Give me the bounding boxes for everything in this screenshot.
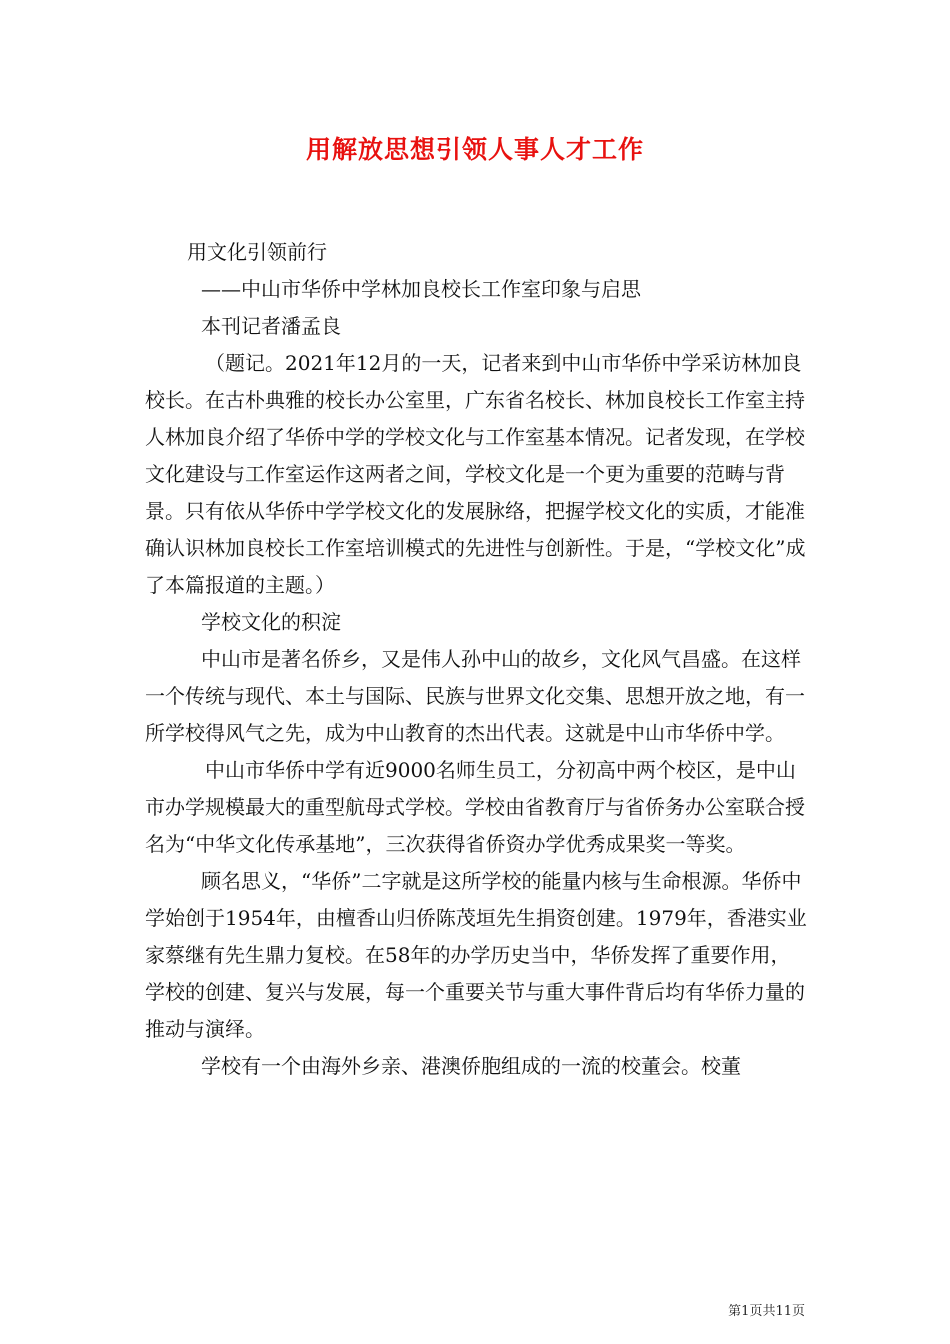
- article-subtitle: ——中山市华侨中学林加良校长工作室印象与启思: [201, 277, 641, 301]
- article-byline: 本刊记者潘孟良: [201, 314, 341, 338]
- page-number: 第1页共11页: [728, 1304, 805, 1319]
- article-heading: 用文化引领前行: [187, 240, 327, 264]
- document-title: 用解放思想引领人事人才工作: [305, 135, 644, 164]
- preface-paragraph: （题记。2021年12月的一天，记者来到中山市华侨中学采访林加良校长。在古朴典雅的校长办公室里，广东省名校长、林加良校长工作室主持人林加良介绍了华侨中学的学校文化与工作室基本情况。记者发现，在学校文化建设与工作室运作这两者之间，学校文化是一个更为重要的范畴与背景。只有依从华侨中学学校文化的发展脉络，把握学校文化的实质，才能准确认识林加良校长工作室培训模式的先进性与创新性。于是，“学校文化”成了本篇报道的主题。）: [145, 351, 806, 597]
- body-paragraph: 中山市华侨中学有近9000名师生员工，分初高中两个校区，是中山市办学规模最大的重型航母式学校。学校由省教育厅与省侨务办公室联合授名为“中华文化传承基地”，三次获得省侨资办学优秀成果奖一等奖。: [145, 758, 805, 856]
- section-heading: 学校文化的积淀: [201, 610, 341, 634]
- body-paragraph: 中山市是著名侨乡，又是伟人孙中山的故乡，文化风气昌盛。在这样一个传统与现代、本土与国际、民族与世界文化交集、思想开放之地，有一所学校得风气之先，成为中山教育的杰出代表。这就是中山市华侨中学。: [145, 647, 805, 745]
- body-paragraph: 顾名思义，“华侨”二字就是这所学校的能量内核与生命根源。华侨中学始创于1954年，由檀香山归侨陈茂垣先生捐资创建。1979年，香港实业家蔡继有先生鼎力复校。在58年的办学历史当中，华侨发挥了重要作用，学校的创建、复兴与发展，每一个重要关节与重大事件背后均有华侨力量的推动与演绎。: [145, 869, 807, 1041]
- body-paragraph: 学校有一个由海外乡亲、港澳侨胞组成的一流的校董会。校董: [201, 1054, 741, 1078]
- document-body: [145, 234, 810, 1085]
